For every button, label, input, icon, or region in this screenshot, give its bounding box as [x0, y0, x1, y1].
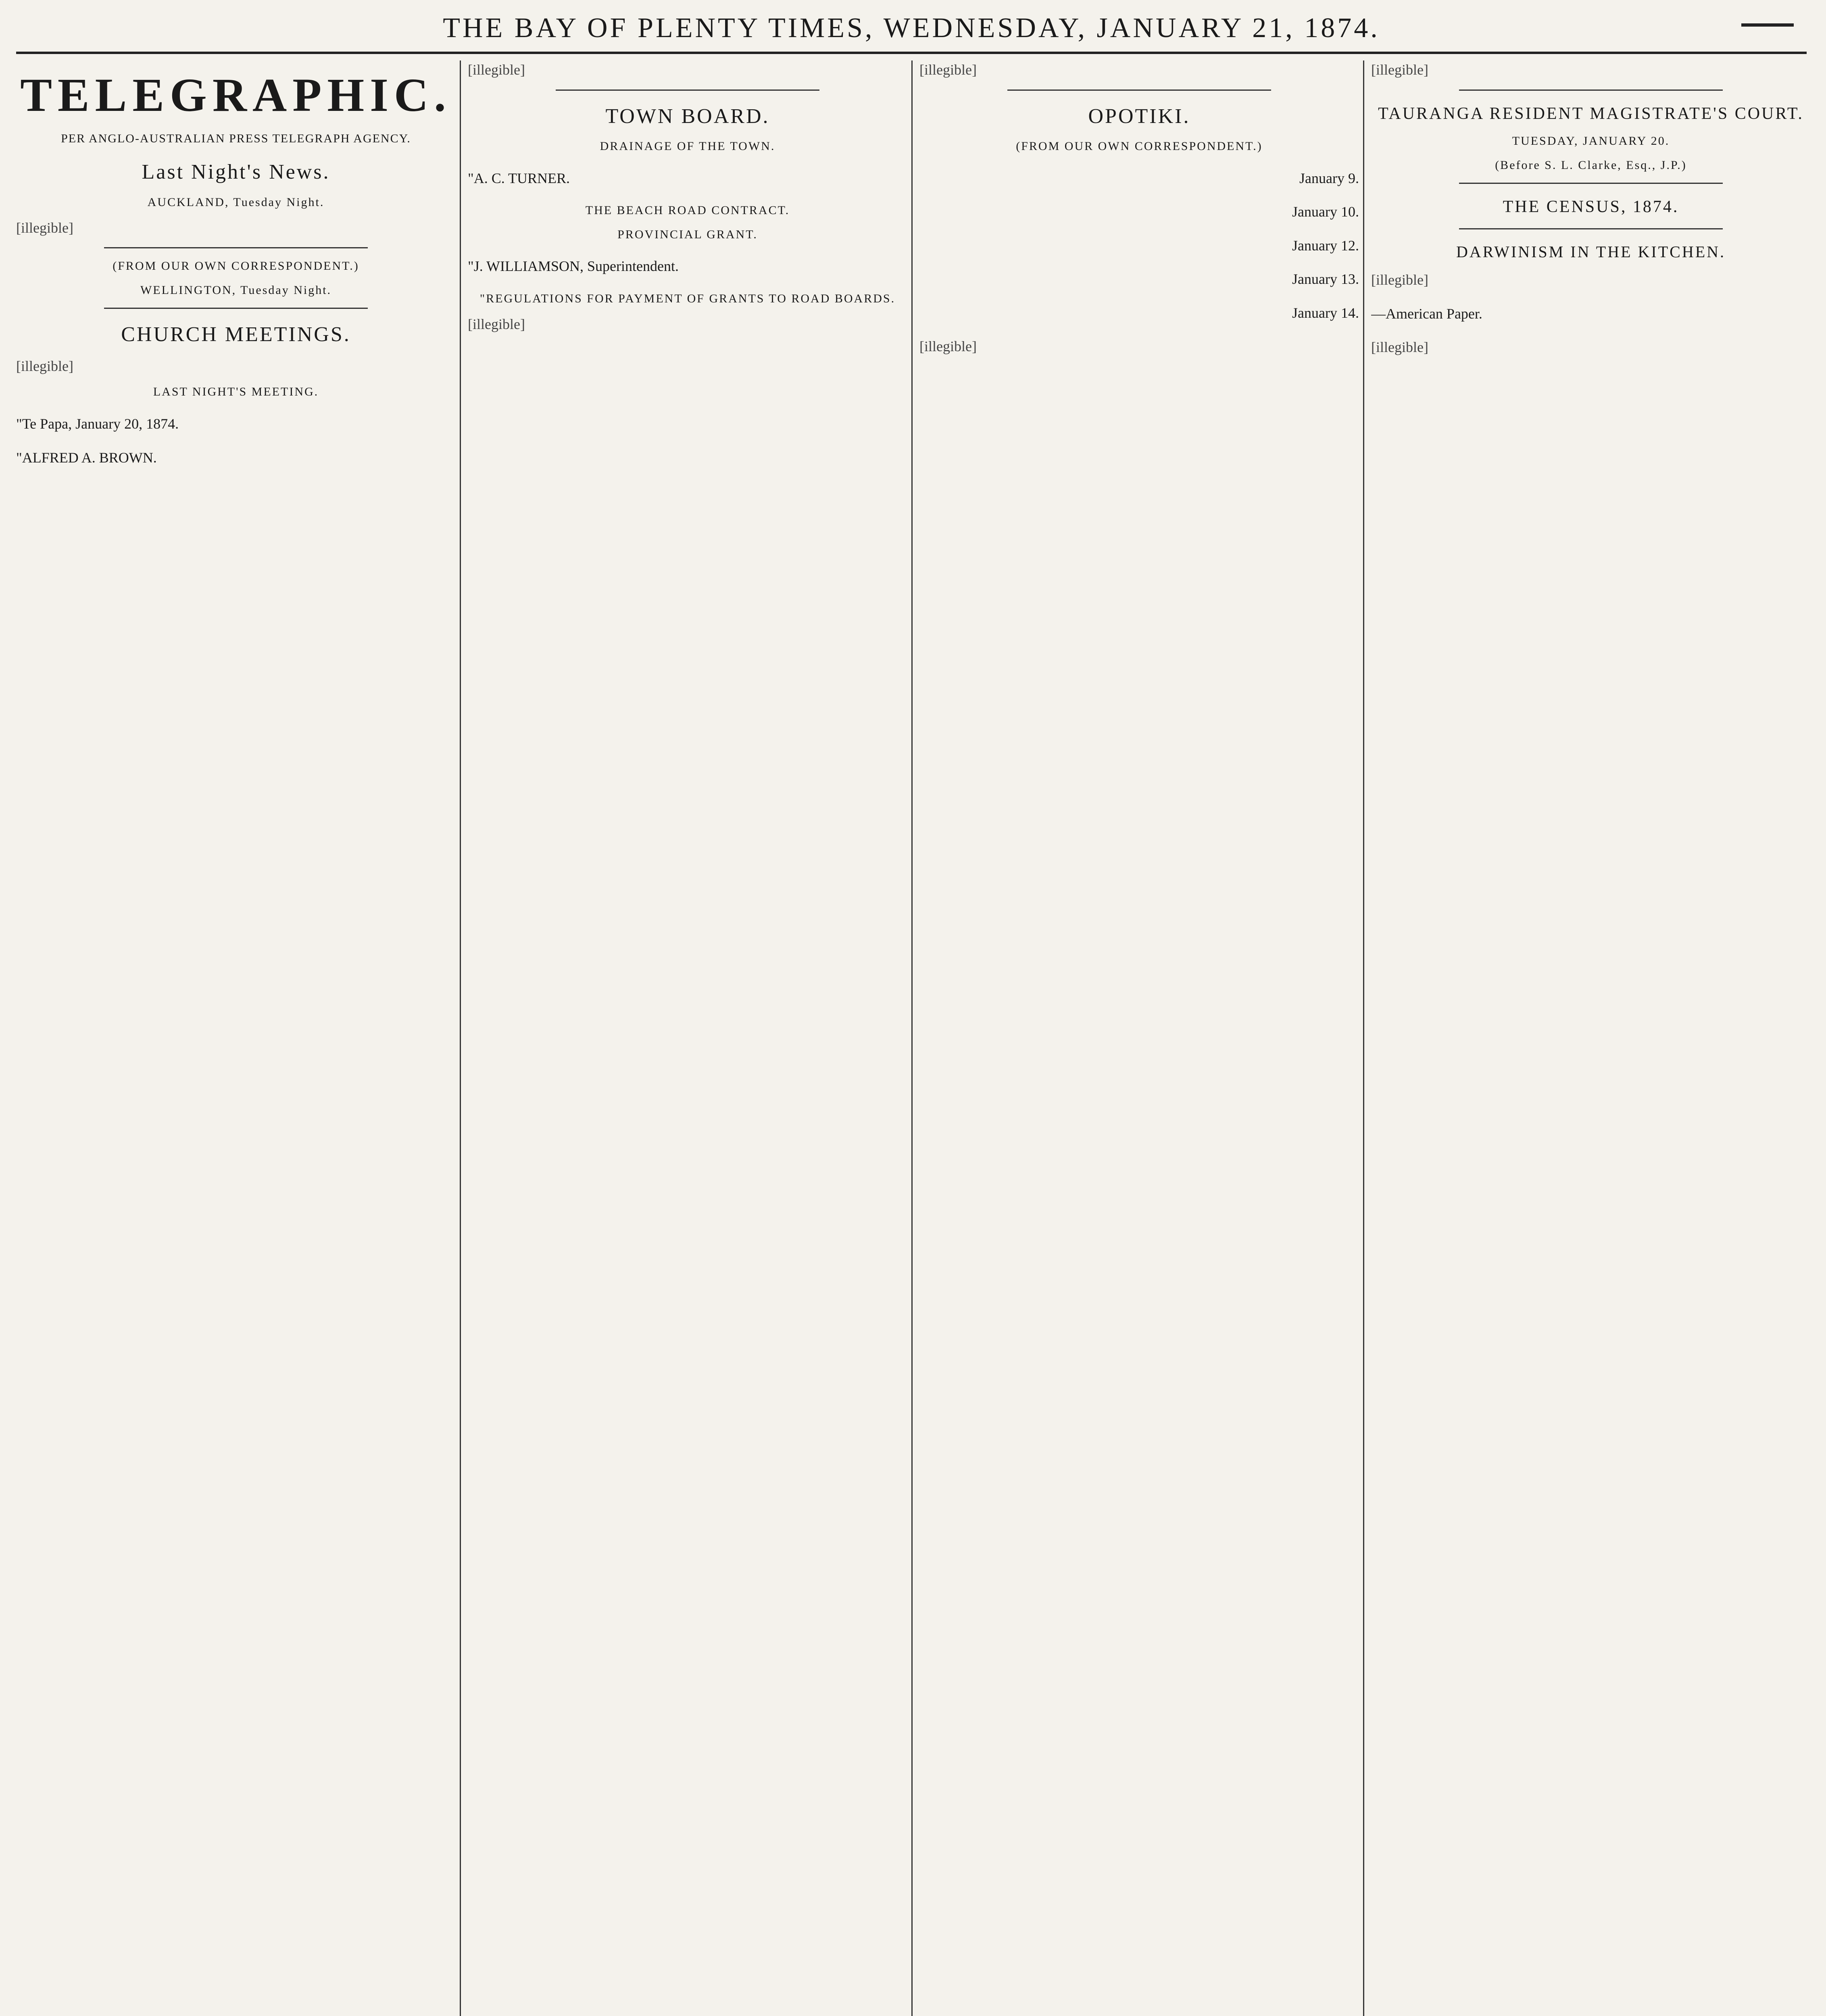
letter-signature: "J. WILLIAMSON, Superintendent. [468, 258, 679, 275]
column-rule [1363, 60, 1364, 2016]
court-heading: TAURANGA RESIDENT MAGISTRATE'S COURT. [1378, 104, 1804, 123]
news-heading: Last Night's News. [142, 160, 330, 184]
column-2 [468, 60, 907, 2016]
date-line: January 9. [1299, 170, 1359, 186]
agency-line: PER ANGLO-AUSTRALIAN PRESS TELEGRAPH AGENCY. [61, 131, 411, 145]
date-line: January 13. [1292, 271, 1359, 287]
provincial-grant-heading: PROVINCIAL GRANT. [617, 227, 758, 241]
article-text: [illegible] [16, 358, 73, 374]
divider [1007, 90, 1271, 91]
drainage-heading: DRAINAGE OF THE TOWN. [600, 140, 775, 153]
poem-source: —American Paper. [1371, 305, 1482, 322]
column-4 [1371, 60, 1811, 2016]
date-line: January 12. [1292, 237, 1359, 254]
telegraphic-heading: TELEGRAPHIC. [20, 69, 452, 121]
article-text: [illegible] [468, 316, 525, 332]
church-heading: CHURCH MEETINGS. [121, 323, 351, 346]
date-line: January 10. [1292, 204, 1359, 220]
article-text: [illegible] [919, 62, 977, 78]
article-text: [illegible] [919, 338, 977, 355]
top-rule [16, 52, 1807, 54]
dateline: WELLINGTON, Tuesday Night. [140, 283, 332, 297]
correspondent-line: (FROM OUR OWN CORRESPONDENT.) [113, 259, 359, 273]
last-night-heading: LAST NIGHT'S MEETING. [153, 385, 319, 399]
column-rule [911, 60, 913, 2016]
divider [104, 247, 368, 248]
correspondent-line: (FROM OUR OWN CORRESPONDENT.) [1016, 140, 1263, 153]
article-text: [illegible] [468, 62, 525, 78]
dateline: AUCKLAND, Tuesday Night. [147, 195, 325, 209]
divider [1459, 183, 1723, 184]
article-text: [illegible] [1371, 62, 1428, 78]
opotiki-heading: OPOTIKI. [1088, 104, 1190, 128]
letter-date: "Te Papa, January 20, 1874. [16, 416, 179, 432]
divider [1459, 228, 1723, 229]
darwinism-heading: DARWINISM IN THE KITCHEN. [1456, 242, 1726, 261]
column-3 [919, 60, 1359, 2016]
column-1 [16, 60, 456, 2016]
beach-road-heading: THE BEACH ROAD CONTRACT. [585, 204, 790, 217]
census-heading: THE CENSUS, 1874. [1503, 198, 1679, 217]
masthead-dash [1741, 23, 1794, 27]
poem-text: [illegible] [1371, 272, 1428, 288]
masthead: THE BAY OF PLENTY TIMES, WEDNESDAY, JANUARY 21, 1874. [443, 12, 1380, 44]
divider [1459, 90, 1723, 91]
regulations-heading: "REGULATIONS FOR PAYMENT OF GRANTS TO ROAD BOARDS. [479, 292, 896, 305]
article-text: [illegible] [1371, 339, 1428, 356]
divider [556, 90, 819, 91]
letter-signature: "A. C. TURNER. [468, 170, 570, 186]
divider [104, 308, 368, 309]
court-date: TUESDAY, JANUARY 20. [1512, 134, 1670, 148]
town-board-heading: TOWN BOARD. [605, 104, 770, 128]
article-text: [illegible] [16, 219, 73, 236]
letter-signature: "ALFRED A. BROWN. [16, 449, 157, 466]
court-before: (Before S. L. Clarke, Esq., J.P.) [1495, 158, 1687, 172]
date-line: January 14. [1292, 304, 1359, 321]
column-rule [460, 60, 461, 2016]
